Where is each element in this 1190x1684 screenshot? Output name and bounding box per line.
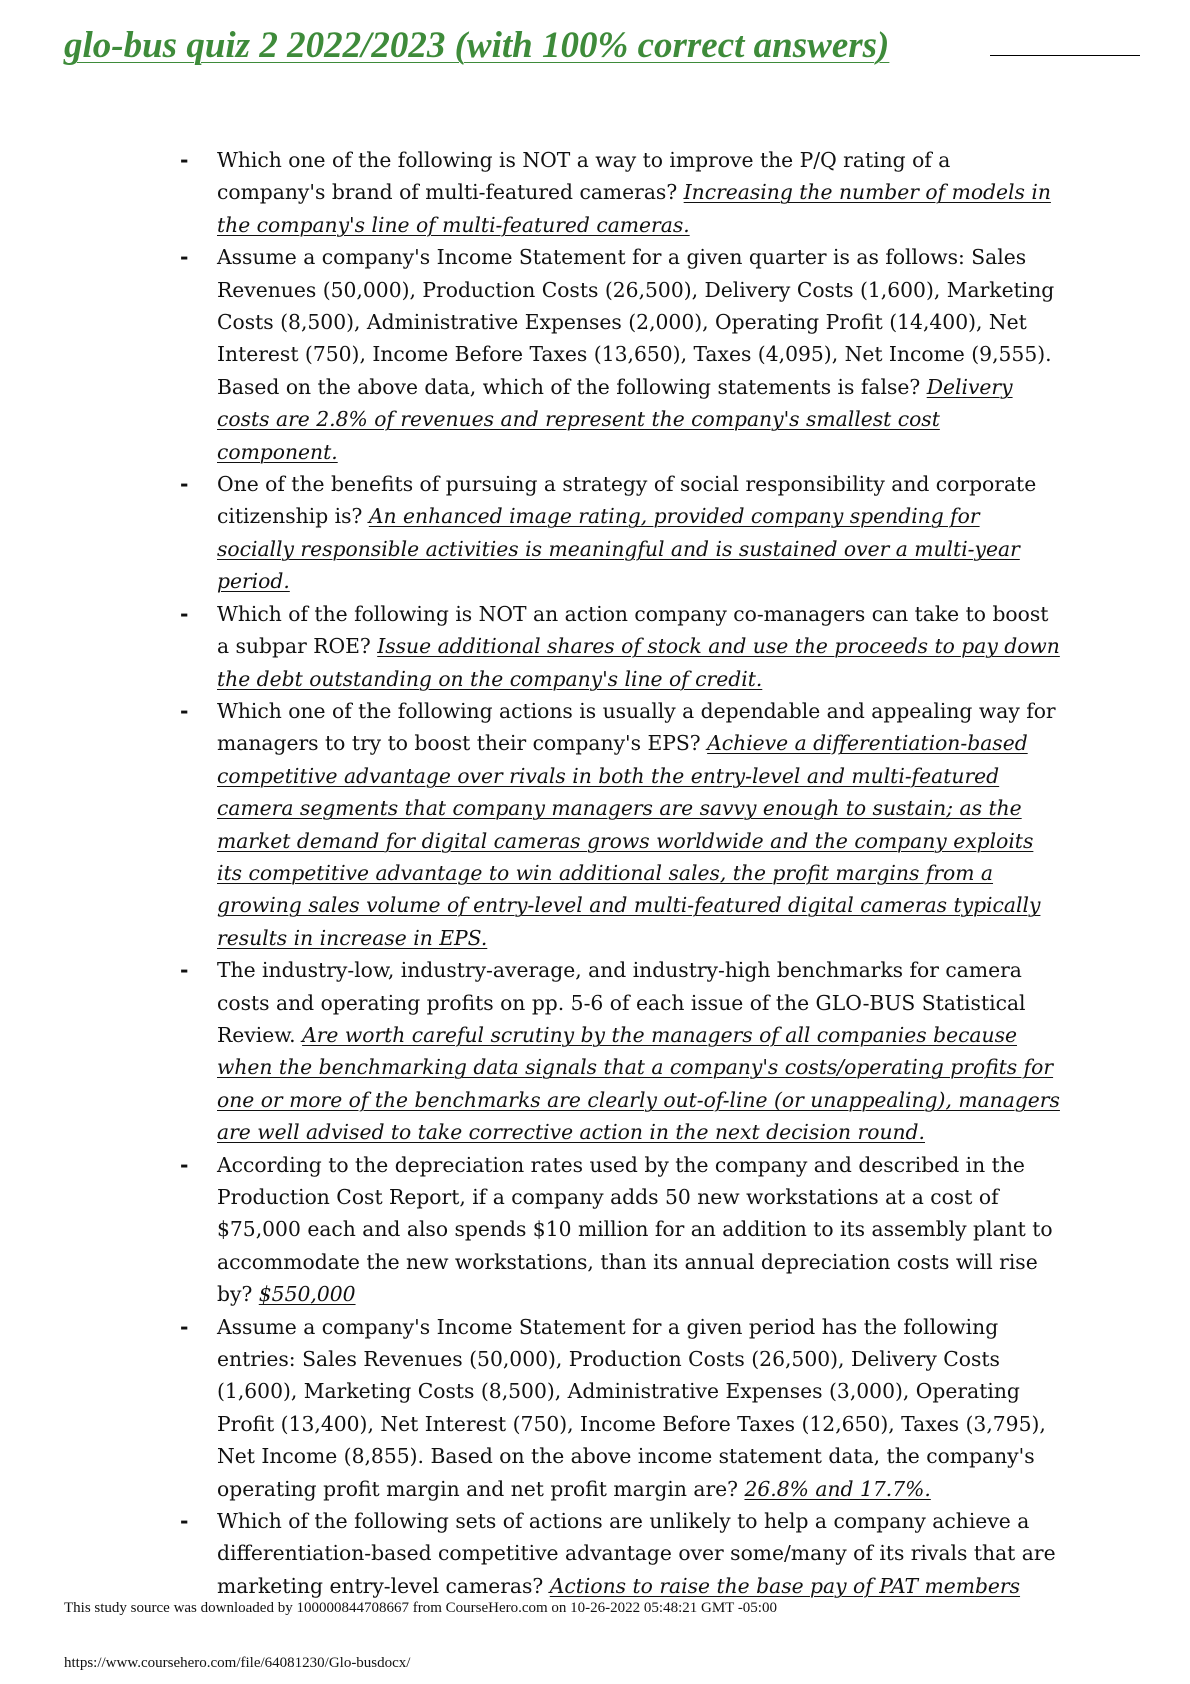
list-item <box>180 954 1060 1148</box>
question-text: Which one of the following is NOT a way to improve the P/Q rating of a company's brand of multi-featured cameras? <box>217 148 951 205</box>
question-text: Which of the following is NOT an action company co-managers can take to boost a subpar ROE? <box>217 601 1049 659</box>
answer-text: 26.8% and 17.7%. <box>744 1476 931 1501</box>
answer-text: Actions to raise the base pay of PAT members <box>549 1573 1021 1598</box>
list-item <box>180 1311 1060 1505</box>
list-item <box>180 144 1060 241</box>
bullet-marker: - <box>180 958 189 983</box>
question-list <box>180 144 1060 1602</box>
answer-text: Achieve a differentiation-based competitive advantage over rivals in both the entry-level and multi-featured camera segments that company managers are savvy enough to sustain; as the market demand for digital cameras grows worldwide and the company exploits its competitive advantage to win additional sales, the profit margins from a growing sales volume of entry-level and multi-featured digital cameras typically results in increase in EPS. <box>217 731 1041 950</box>
list-item <box>180 1149 1060 1311</box>
answer-text: Delivery costs are 2.8% of revenues and represent the company's smallest cost component. <box>217 374 1013 464</box>
question-text: One of the benefits of pursuing a strategy of social responsibility and corporate citizenship is? <box>217 472 1037 529</box>
source-url[interactable]: https://www.coursehero.com/file/64081230/Glo-busdocx/ <box>64 1655 411 1671</box>
bullet-marker: - <box>180 1509 189 1534</box>
bullet-marker: - <box>180 245 189 270</box>
bullet-marker: - <box>180 601 189 626</box>
answer-text: An enhanced image rating, provided company spending for socially responsible activities is meaningful and is sustained over a multi-year period. <box>217 504 1020 594</box>
question-text: According to the depreciation rates used by the company and described in the Production Cost Report, if a company adds 50 new workstations at a cost of $75,000 each and also spends $10 million for an addition to its assembly plant to accommodate the new workstations, than its annual depreciation costs will rise by? <box>217 1152 1053 1307</box>
bullet-marker: - <box>180 148 189 172</box>
bullet-marker: - <box>180 472 189 497</box>
answer-text: Increasing the number of models in the company's line of multi-featured cameras. <box>217 180 1051 237</box>
list-item <box>180 695 1060 954</box>
answer-text: Issue additional shares of stock and use the proceeds to pay down the debt outstanding on the company's line of credit. <box>217 634 1060 691</box>
document-title: glo-bus quiz 2 2022/2023 (with 100% correct answers) <box>64 25 890 66</box>
list-item <box>180 598 1060 695</box>
bullet-marker: - <box>180 1152 189 1177</box>
list-item <box>180 241 1060 468</box>
answer-text: $550,000 <box>258 1282 356 1307</box>
question-text: The industry-low, industry-average, and industry-high benchmarks for camera costs and operating profits on pp. 5-6 of each issue of the GLO-BUS Statistical Review. <box>217 958 1026 1047</box>
list-item <box>180 468 1060 598</box>
download-footer-note: This study source was downloaded by 100000844708667 from CourseHero.com on 10-26-2022 05:48:21 GMT -05:00 <box>64 1600 777 1616</box>
bullet-marker: - <box>180 1314 189 1339</box>
question-text: Which of the following sets of actions are unlikely to help a company achieve a differentiation-based competitive advantage over some/many of its rivals that are marketing entry-level cameras? <box>217 1509 1056 1598</box>
answer-text: Are worth careful scrutiny by the managers of all companies because when the benchmarking data signals that a company's costs/operating profits for one or more of the benchmarks are clearly out-of-line (or unappealing), managers are well advised to take corrective action in the next decision round. <box>217 1022 1060 1145</box>
bullet-marker: - <box>180 698 189 723</box>
question-text: Assume a company's Income Statement for a given period has the following entries: Sales Revenues (50,000), Production Costs (26,500), Delivery Costs (1,600), Marketing Costs (8,500), Administrative Expenses (3,000), Operating Profit (13,400), Net Interest (750), Income Before Taxes (12,650), Taxes (3,795), Net Income (8,855). Based on the above income statement data, the company's operating profit margin and net profit margin are? <box>217 1314 1046 1501</box>
list-item <box>180 1505 1060 1602</box>
question-text: Which one of the following actions is usually a dependable and appealing way for managers to try to boost their company's EPS? <box>217 698 1056 756</box>
title-rule <box>990 55 1140 56</box>
question-text: Assume a company's Income Statement for a given quarter is as follows: Sales Revenues (50,000), Production Costs (26,500), Delivery Costs (1,600), Marketing Costs (8,500), Administrative Expenses (2,000), Operating Profit (14,400), Net Interest (750), Income Before Taxes (13,650), Taxes (4,095), Net Income (9,555). Based on the above data, which of the following statements is false? <box>217 245 1055 399</box>
